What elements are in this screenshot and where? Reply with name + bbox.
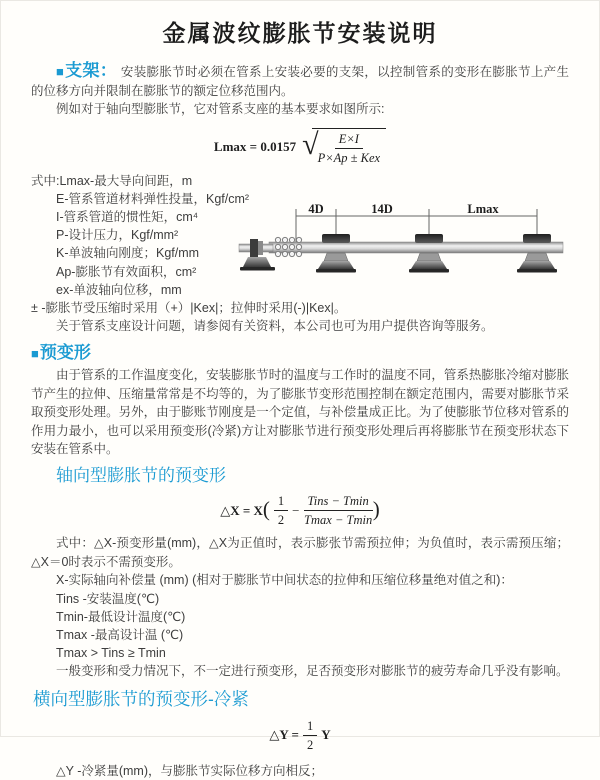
temperature-fraction: [304, 493, 373, 529]
note-line: Tmax > Tins ≥ Tmin: [56, 646, 166, 661]
section-heading-support-label: 支架：: [65, 61, 118, 80]
axial-preform-heading: 轴向型膨胀节的预变形: [56, 465, 226, 485]
axial-preform-formula: [31, 493, 569, 529]
note-line: X-实际轴向补偿量 (mm) (相对于膨胀节中间状态的拉伸和压缩位移量绝对值之和)：: [56, 573, 513, 588]
minus-sign: −: [292, 502, 300, 518]
dim-label-14d: 14D: [371, 201, 393, 216]
fraction-numerator: E×I: [335, 131, 363, 149]
note-line: Tins -安装温度(℃): [56, 591, 160, 606]
lmax-formula: [31, 128, 569, 167]
lmax-formula-fraction: [318, 131, 381, 167]
definition-line: 式中:Lmax-最大导向间距，m: [31, 173, 193, 188]
half-fraction: [274, 493, 288, 529]
lmax-formula-lhs: Lmax = 0.0157: [213, 139, 297, 155]
axial-note-paragraph: 式中：△X-预变形量(mm)，△X为正值时，表示膨张节需预拉伸；为负值时，表示需预压缩；△X＝0时表示不需预变形。: [31, 536, 569, 569]
page-title: 金属波纹膨胀节安装说明: [162, 20, 438, 46]
section-heading-preform: [31, 341, 569, 366]
lateral-preform-heading: 横向型膨胀节的预变形-冷紧: [33, 688, 249, 709]
half-fraction: [303, 718, 317, 754]
dim-label-4d: 4D: [308, 201, 324, 216]
note-line: 一般变形和受力情况下，不一定进行预变形，足否预变形对膨胀节的疲劳寿命几乎没有影响。: [56, 664, 569, 679]
close-paren: ): [372, 497, 380, 522]
support-paragraph: [31, 62, 569, 100]
lateral-formula-rhs: Y: [321, 727, 331, 743]
sqrt-radical-icon: √: [302, 128, 319, 162]
pipe: [269, 242, 563, 253]
definition-line: ex-单波轴向位移，mm: [56, 282, 182, 297]
support-example-line: 例如对于轴向型膨胀节，它对管系支座的基本要求如图所示:: [56, 102, 385, 116]
support-intro-text: 安装膨胀节时必须在管系上安装必要的支架，以控制管系的变形在膨胀节上产生的位移方向并限制在膨胀节的额定位移范围内。: [31, 65, 569, 98]
preform-paragraph: 由于管系的工作温度变化，安装膨胀节时的温度与工作时的温度不同，管系热膨胀冷缩对膨胀节产生的拉伸、压缩量常常是不均等的，为了膨胀节变形范围控制在额定范围内，需要对膨胀节采取预变形处理。另外，由于膨账节刚度是一个定值，与补偿量成正比。为了使膨胀节位移对管系的作用力最小，也可以采用预变形(冷紧)方让对膨胀节进行预变形处理后再将膨胀节在预变形状态下安装在管系中。: [31, 368, 569, 457]
lateral-preform-formula: [31, 718, 569, 754]
definition-line: ± -膨胀节受压缩时采用（+）|Kex|；拉伸时采用(-)|Kex|。: [31, 300, 347, 315]
axial-notes-block: [31, 534, 569, 680]
definition-line: I-管系管道的惯性矩，cm⁴: [56, 209, 199, 224]
fraction-numerator: Tins − Tmin: [304, 493, 373, 511]
fraction-numerator: 1: [303, 718, 317, 736]
fraction-denominator: P×Ap ± Kex: [317, 151, 381, 166]
sqrt-contents: [312, 128, 387, 167]
fraction-denominator: 2: [306, 737, 314, 752]
fraction-numerator: 1: [274, 493, 288, 511]
fraction-denominator: Tmax − Tmin: [304, 513, 373, 528]
fraction-denominator: 2: [277, 513, 285, 528]
axial-formula-lhs: △X = X: [220, 502, 263, 518]
note-line: Tmin-最低设计温度(℃): [56, 609, 186, 624]
definition-line: P-设计压力，Kgf/mm²: [56, 228, 179, 243]
definition-line: 关于管系支座设计问题，请参阅有关资料，本公司也可为用户提供咨询等服务。: [56, 319, 494, 334]
square-bullet-icon: ■: [56, 64, 65, 79]
definition-line: K-单波轴向刚度；Kgf/mm: [56, 246, 200, 261]
section-heading-preform-label: 预变形: [39, 343, 91, 363]
lateral-note-line: △Y -冷紧量(mm)，与膨胀节实际位移方向相反；: [56, 764, 324, 779]
section-heading-support: [56, 61, 117, 80]
pipe-support-diagram: [239, 202, 569, 294]
lateral-formula-lhs: △Y =: [269, 727, 299, 743]
square-bullet-icon: ■: [31, 346, 39, 362]
definitions-block: [31, 172, 569, 336]
definition-line: Ap-膨胀节有效面积，cm²: [56, 264, 197, 279]
definition-line: E-管系管道材料弹性投量，Kgf/cm²: [56, 191, 250, 206]
note-line: Tmax -最高设计温 (℃): [56, 627, 184, 642]
open-paren: (: [262, 497, 270, 522]
dim-label-lmax: Lmax: [467, 201, 499, 216]
